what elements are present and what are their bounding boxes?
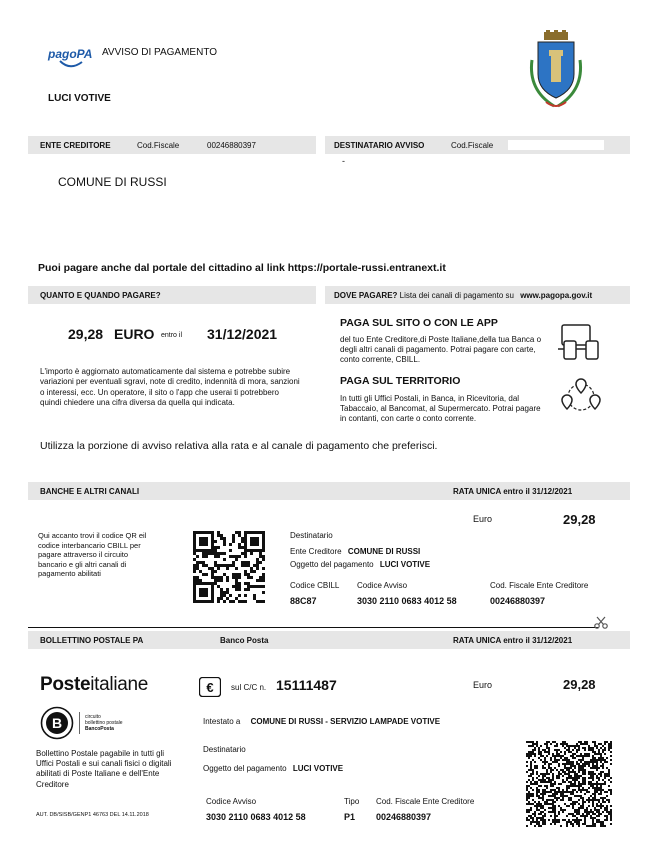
poste-logo-bold: Poste [40,674,91,695]
bollettino-banco: Banco Posta [220,636,269,645]
pagopa-logo [48,45,92,63]
circuito-divider [79,712,80,734]
dove-line [334,291,592,300]
banche-ente-value: COMUNE DI RUSSI [347,547,421,556]
destinatario-cf-redacted [508,140,604,150]
bollettino-avviso-value: 3030 2110 0683 4012 58 [206,812,306,822]
euro-icon [199,677,221,697]
quanto-label: QUANTO E QUANDO PAGARE? [40,291,161,300]
banche-instructions: Qui accanto trovi il codice QR eil codice interbancario CBILL per pagare attraverso il circuito bancario e gli altri canali di pagamento abilitati [38,531,147,579]
banche-ente-line [290,547,420,556]
sul-cc-label: sul C/C n. [231,683,267,692]
poste-italiane-logo [40,674,148,696]
bollettino-label: BOLLETTINO POSTALE PA [40,636,144,645]
banche-label: BANCHE E ALTRI CANALI [40,487,140,496]
banche-oggetto-value: LUCI VOTIVE [379,560,431,569]
ente-creditore-label: ENTE CREDITORE [40,141,111,150]
pagopa-swoosh-icon [58,59,84,69]
pagopa-logo-text: pagoPA [48,47,93,61]
app-title: PAGA SUL SITO O CON LE APP [340,317,498,329]
dove-desc: Lista dei canali di pagamento su [399,291,514,300]
banche-ente-label: Ente Creditore [290,547,342,556]
banche-avviso-label: Codice Avviso [357,581,408,590]
svg-text:€: € [206,680,214,695]
bollettino-amount: 29,28 [563,677,596,692]
ente-cf-value: 00246880397 [207,141,256,150]
bollettino-tipo-label: Tipo [344,797,360,806]
territorio-desc: In tutti gli Uffici Postali, in Banca, in Ricevitoria, dal Tabaccaio, al Bancomat, al Supermercato. Potrai pagare in contanti, con carte o conto corrente. [340,394,541,423]
scissors-icon [594,616,608,630]
cut-line [28,627,598,628]
intestato-label: Intestato a [203,717,241,726]
territorio-title: PAGA SUL TERRITORIO [340,375,461,387]
circuito-line2: bollettino postale [85,720,123,726]
bollettino-desc: Bollettino Postale pagabile in tutti gli Uffici Postali e sui canali fisici o digitali abilitati di Poste Italiane e dell'Ente Creditore [36,749,172,789]
intestato-line [203,717,440,726]
amount-date: 31/12/2021 [207,326,278,342]
devices-icon [558,323,600,361]
bollettino-oggetto-label: Oggetto del pagamento [203,764,287,773]
municipal-crest-icon [526,30,586,110]
circuito-line3: BancoPosta [85,726,114,732]
bollettino-avviso-label: Codice Avviso [206,797,257,806]
amount-entro: entro il [161,332,183,339]
banche-qr-code [193,531,265,603]
poste-logo-light: italiane [90,674,149,695]
banche-euro-label: Euro [473,514,493,524]
cc-number: 15111487 [276,677,337,693]
destinatario-label: DESTINATARIO AVVISO [334,141,425,150]
destinatario-dash: - [342,156,345,166]
map-pins-icon [560,377,602,417]
dove-label: DOVE PAGARE? [334,291,398,300]
banche-amount: 29,28 [563,512,596,527]
bollettino-aut: AUT. DB/SISB/GENP1 46763 DEL 14.11.2018 [36,812,149,818]
svg-text:B: B [51,715,63,731]
portal-line: Puoi pagare anche dal portale del cittadino al link https://portale-russi.entranext.it [38,262,446,274]
ente-name: COMUNE DI RUSSI [58,175,167,189]
intestato-value: COMUNE DI RUSSI - SERVIZIO LAMPADE VOTIVE [250,717,441,726]
bollettino-oggetto-line [203,764,343,773]
amount-value: 29,28 [68,326,104,342]
banche-dest-label: Destinatario [290,531,333,540]
banche-oggetto-label: Oggetto del pagamento [290,560,374,569]
bollettino-rata: RATA UNICA entro il 31/12/2021 [453,636,573,645]
bancoposta-circuit-icon [40,706,74,740]
banche-cf-value: 00246880397 [490,596,546,606]
app-desc: del tuo Ente Creditore,di Poste Italiane,della tua Banca o degli altri canali di pagamento. Potrai pagare con carte, conto corrente, CBILL. [340,335,542,364]
bollettino-oggetto-value: LUCI VOTIVE [292,764,344,773]
circuito-line1: circuito [85,714,101,720]
banche-cf-label: Cod. Fiscale Ente Creditore [490,581,589,590]
amount-note: L'importo è aggiornato automaticamente dal sistema e potrebbe subire variazioni per eventuali sgravi, note di credito, indennità di mora, sanzioni o interessi, ecc. Un operatore, il sito o l'app che userai ti potrebbero quindi chiedere una cifra diversa da quella qui indicata. [40,367,300,407]
ente-cf-label: Cod.Fiscale [137,141,180,150]
datamatrix-code [526,741,612,827]
bollettino-dest-label: Destinatario [203,745,246,754]
bollettino-euro-label: Euro [473,680,493,690]
utilizza-line: Utilizza la porzione di avviso relativa alla rata e al canale di pagamento che preferisci. [40,440,438,452]
page-subtitle: LUCI VOTIVE [48,93,111,104]
bollettino-tipo-value: P1 [344,812,356,822]
page-title: AVVISO DI PAGAMENTO [102,47,218,58]
destinatario-cf-label: Cod.Fiscale [451,141,494,150]
amount-currency: EURO [114,326,155,342]
banche-cbill-label: Codice CBILL [290,581,340,590]
bollettino-cf-value: 00246880397 [376,812,432,822]
banche-rata: RATA UNICA entro il 31/12/2021 [453,487,573,496]
dove-link[interactable]: www.pagopa.gov.it [520,291,593,300]
bollettino-cf-label: Cod. Fiscale Ente Creditore [376,797,475,806]
circuito-text [85,714,123,732]
banche-oggetto-line [290,560,430,569]
banche-avviso-value: 3030 2110 0683 4012 58 [357,596,457,606]
banche-cbill-value: 88C87 [290,596,317,606]
